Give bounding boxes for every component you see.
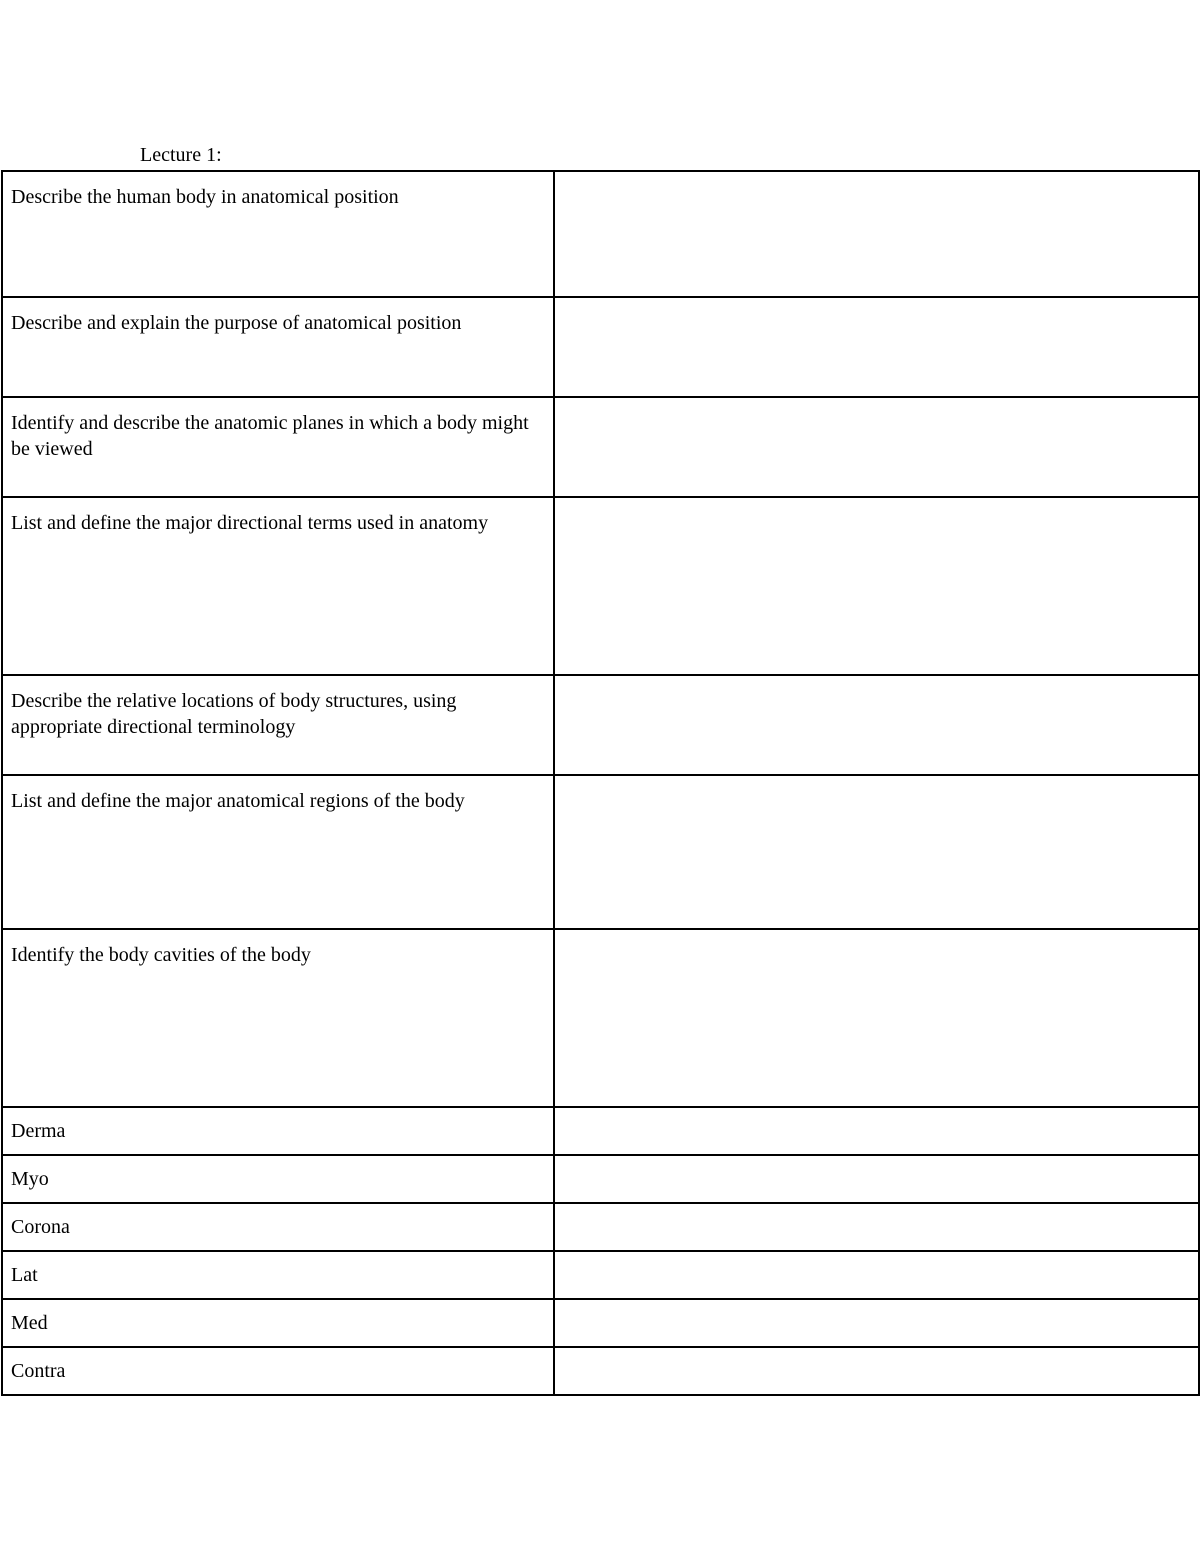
table-row [2, 171, 1199, 297]
term-prompt: Corona [2, 1203, 554, 1251]
term-row [2, 1107, 1199, 1155]
objective-prompt: Describe the human body in anatomical position [2, 171, 554, 297]
term-prompt: Lat [2, 1251, 554, 1299]
term-prompt: Med [2, 1299, 554, 1347]
objective-answer-cell[interactable] [554, 171, 1199, 297]
term-answer-cell[interactable] [554, 1155, 1199, 1203]
term-row [2, 1203, 1199, 1251]
table-row [2, 497, 1199, 675]
term-row [2, 1251, 1199, 1299]
term-answer-cell[interactable] [554, 1299, 1199, 1347]
objective-prompt: Describe the relative locations of body structures, using appropriate directional terminology [2, 675, 554, 775]
term-answer-cell[interactable] [554, 1347, 1199, 1395]
table-row [2, 775, 1199, 929]
term-prompt: Myo [2, 1155, 554, 1203]
term-answer-cell[interactable] [554, 1203, 1199, 1251]
table-row [2, 297, 1199, 397]
table-row [2, 397, 1199, 497]
term-answer-cell[interactable] [554, 1107, 1199, 1155]
term-row [2, 1299, 1199, 1347]
objective-prompt: Identify and describe the anatomic planes in which a body might be viewed [2, 397, 554, 497]
objective-prompt: List and define the major anatomical regions of the body [2, 775, 554, 929]
objective-prompt: Describe and explain the purpose of anatomical position [2, 297, 554, 397]
table-row [2, 929, 1199, 1107]
worksheet-table [1, 170, 1200, 1396]
term-row [2, 1155, 1199, 1203]
term-prompt: Derma [2, 1107, 554, 1155]
objective-answer-cell[interactable] [554, 397, 1199, 497]
term-prompt: Contra [2, 1347, 554, 1395]
term-answer-cell[interactable] [554, 1251, 1199, 1299]
page-title: Lecture 1: [140, 144, 222, 166]
objective-answer-cell[interactable] [554, 775, 1199, 929]
objective-prompt: List and define the major directional terms used in anatomy [2, 497, 554, 675]
objective-prompt: Identify the body cavities of the body [2, 929, 554, 1107]
objective-answer-cell[interactable] [554, 497, 1199, 675]
objective-answer-cell[interactable] [554, 675, 1199, 775]
table-row [2, 675, 1199, 775]
objective-answer-cell[interactable] [554, 929, 1199, 1107]
term-row [2, 1347, 1199, 1395]
objective-answer-cell[interactable] [554, 297, 1199, 397]
